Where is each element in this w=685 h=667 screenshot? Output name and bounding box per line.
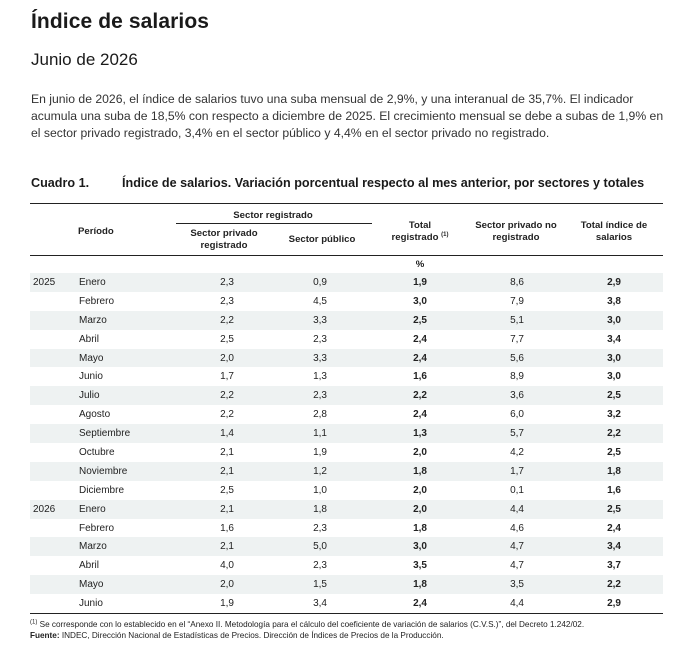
row-public: 1,2 xyxy=(313,465,327,477)
header-total-registered-label: Total registrado xyxy=(391,220,439,243)
table-row xyxy=(30,273,663,292)
row-total-registered: 1,9 xyxy=(413,277,427,288)
table-row xyxy=(30,500,663,519)
table-header-rule xyxy=(30,255,663,256)
row-month: Febrero xyxy=(79,295,115,307)
row-private-registered: 2,2 xyxy=(220,409,234,421)
row-private-registered: 1,7 xyxy=(220,371,234,383)
row-month: Octubre xyxy=(79,447,115,459)
table-row xyxy=(30,330,663,349)
row-public: 1,5 xyxy=(313,579,327,591)
row-total-index: 2,2 xyxy=(607,579,621,591)
table-row xyxy=(30,556,663,575)
row-public: 2,3 xyxy=(313,390,327,402)
table-row xyxy=(30,519,663,538)
table-bottom-rule xyxy=(30,613,663,614)
row-private-registered: 2,3 xyxy=(220,295,234,307)
row-total-index: 3,0 xyxy=(607,352,621,364)
table-row xyxy=(30,537,663,556)
row-public: 3,4 xyxy=(313,598,327,610)
page-subtitle: Junio de 2026 xyxy=(31,50,138,69)
row-total-registered: 1,8 xyxy=(413,522,427,534)
row-private-unregistered: 4,7 xyxy=(510,560,524,572)
row-total-index: 2,9 xyxy=(607,598,621,610)
table-row xyxy=(30,594,663,613)
row-month: Febrero xyxy=(79,522,115,534)
row-private-unregistered: 7,7 xyxy=(510,333,524,345)
row-total-index: 3,8 xyxy=(607,295,621,307)
header-total-registered-note: (1) xyxy=(441,231,449,238)
header-public: Sector público xyxy=(288,234,356,245)
row-public: 2,3 xyxy=(313,560,327,572)
row-month: Marzo xyxy=(79,314,107,326)
row-public: 3,3 xyxy=(313,352,327,364)
row-total-registered: 3,0 xyxy=(413,541,427,553)
header-sector-registrado: Sector registrado xyxy=(233,210,313,221)
table-row xyxy=(30,311,663,330)
table-row xyxy=(30,292,663,311)
table-row xyxy=(30,481,663,500)
source-text: INDEC, Dirección Nacional de Estadísticas de Precios. Dirección de Índices de Precios de la Producción. xyxy=(59,631,444,640)
table-row xyxy=(30,424,663,443)
row-private-registered: 2,0 xyxy=(220,579,234,591)
row-private-registered: 1,9 xyxy=(220,598,234,610)
row-total-index: 3,0 xyxy=(607,371,621,383)
row-public: 1,1 xyxy=(313,428,327,440)
row-month: Abril xyxy=(79,560,100,572)
row-total-registered: 2,2 xyxy=(413,390,427,402)
row-public: 5,0 xyxy=(313,541,327,553)
row-private-registered: 2,0 xyxy=(220,352,234,364)
footnote-mark: (1) xyxy=(30,619,38,626)
header-total-registered xyxy=(385,220,455,244)
row-private-registered: 1,6 xyxy=(220,522,234,534)
row-private-registered: 1,4 xyxy=(220,428,234,440)
row-private-unregistered: 5,1 xyxy=(510,314,524,326)
row-public: 2,3 xyxy=(313,333,327,345)
row-total-registered: 1,8 xyxy=(413,465,427,477)
row-private-unregistered: 4,4 xyxy=(510,598,524,610)
row-month: Marzo xyxy=(79,541,107,553)
header-group-rule xyxy=(176,223,372,224)
table-row xyxy=(30,349,663,368)
row-month: Agosto xyxy=(79,409,111,421)
row-month: Mayo xyxy=(79,352,104,364)
row-private-registered: 2,3 xyxy=(220,277,234,288)
source-label: Fuente: xyxy=(30,631,60,640)
row-private-registered: 2,5 xyxy=(220,484,234,496)
source-note xyxy=(30,630,670,641)
row-private-unregistered: 7,9 xyxy=(510,295,524,307)
row-year: 2025 xyxy=(33,277,56,288)
row-total-index: 2,9 xyxy=(607,277,621,288)
table-row xyxy=(30,386,663,405)
page-title: Índice de salarios xyxy=(31,10,210,33)
row-total-index: 2,5 xyxy=(607,447,621,459)
row-private-unregistered: 4,2 xyxy=(510,447,524,459)
row-private-registered: 2,1 xyxy=(220,541,234,553)
row-private-unregistered: 8,9 xyxy=(510,371,524,383)
row-total-index: 3,7 xyxy=(607,560,621,572)
row-public: 2,8 xyxy=(313,409,327,421)
row-total-registered: 3,0 xyxy=(413,295,427,307)
row-private-registered: 4,0 xyxy=(220,560,234,572)
row-month: Junio xyxy=(79,371,103,383)
row-private-registered: 2,2 xyxy=(220,314,234,326)
intro-paragraph: En junio de 2026, el índice de salarios tuvo una suba mensual de 2,9%, y una interanual de 35,7%. El indicador acumula una suba de 18,5% con respecto a diciembre de 2025. El crecimiento mensual se debe a subas de 1,9% en el sector privado registrado, 3,4% en el sector público y 4,4% en el sector privado no registrado. xyxy=(31,92,664,140)
table-row xyxy=(30,462,663,481)
table-row xyxy=(30,443,663,462)
row-public: 0,9 xyxy=(313,277,327,288)
row-month: Junio xyxy=(79,598,103,610)
row-month: Noviembre xyxy=(79,465,128,477)
row-private-unregistered: 3,5 xyxy=(510,579,524,591)
row-private-registered: 2,1 xyxy=(220,447,234,459)
row-public: 1,0 xyxy=(313,484,327,496)
row-total-index: 2,5 xyxy=(607,503,621,515)
header-private-registered: Sector privado registrado xyxy=(190,228,258,251)
row-private-unregistered: 3,6 xyxy=(510,390,524,402)
row-private-unregistered: 4,7 xyxy=(510,541,524,553)
row-private-unregistered: 1,7 xyxy=(510,465,524,477)
row-private-unregistered: 5,6 xyxy=(510,352,524,364)
row-total-index: 2,4 xyxy=(607,522,621,534)
row-private-registered: 2,5 xyxy=(220,333,234,345)
row-total-registered: 2,0 xyxy=(413,484,427,496)
table-row xyxy=(30,367,663,386)
header-total-index: Total índice de salarios xyxy=(580,220,648,243)
row-private-unregistered: 8,6 xyxy=(510,277,524,288)
row-month: Diciembre xyxy=(79,484,125,496)
table-body xyxy=(30,273,663,613)
row-private-registered: 2,1 xyxy=(220,465,234,477)
table-caption-number: Cuadro 1. xyxy=(31,176,90,190)
row-total-index: 3,0 xyxy=(607,314,621,326)
row-total-registered: 1,8 xyxy=(413,579,427,591)
row-total-index: 3,4 xyxy=(607,541,621,553)
row-private-unregistered: 5,7 xyxy=(510,428,524,440)
row-private-registered: 2,2 xyxy=(220,390,234,402)
row-month: Mayo xyxy=(79,579,104,591)
row-public: 3,3 xyxy=(313,314,327,326)
row-month: Septiembre xyxy=(79,428,131,440)
row-total-index: 3,4 xyxy=(607,333,621,345)
row-total-registered: 1,3 xyxy=(413,428,427,440)
row-private-unregistered: 0,1 xyxy=(510,484,524,496)
row-month: Enero xyxy=(79,277,106,288)
row-total-index: 2,5 xyxy=(607,390,621,402)
row-month: Julio xyxy=(79,390,100,402)
row-private-unregistered: 6,0 xyxy=(510,409,524,421)
row-total-registered: 2,4 xyxy=(413,352,427,364)
row-public: 4,5 xyxy=(313,295,327,307)
row-total-registered: 2,4 xyxy=(413,409,427,421)
table-row xyxy=(30,405,663,424)
table-caption-text: Índice de salarios. Variación porcentual respecto al mes anterior, por sectores y totales xyxy=(122,176,645,190)
row-month: Abril xyxy=(79,333,100,345)
row-total-registered: 3,5 xyxy=(413,560,427,572)
row-total-registered: 2,0 xyxy=(413,503,427,515)
row-private-registered: 2,1 xyxy=(220,503,234,515)
row-public: 1,9 xyxy=(313,447,327,459)
row-public: 2,3 xyxy=(313,522,327,534)
row-private-unregistered: 4,6 xyxy=(510,522,524,534)
row-public: 1,8 xyxy=(313,503,327,515)
row-private-unregistered: 4,4 xyxy=(510,503,524,515)
row-total-registered: 2,5 xyxy=(413,314,427,326)
footnote-text: Se corresponde con lo establecido en el “Anexo II. Metodología para el cálculo del coeficiente de variación de salarios (C.V.S.)”, del Decreto 1.242/02. xyxy=(37,620,585,629)
row-total-index: 1,6 xyxy=(607,484,621,496)
header-private-unregistered: Sector privado no registrado xyxy=(475,220,557,243)
footnote xyxy=(30,619,670,630)
row-total-registered: 1,6 xyxy=(413,371,427,383)
row-total-registered: 2,4 xyxy=(413,333,427,345)
table-row xyxy=(30,575,663,594)
unit-label: % xyxy=(415,259,425,270)
row-total-registered: 2,0 xyxy=(413,447,427,459)
table-caption xyxy=(31,176,671,190)
row-total-registered: 2,4 xyxy=(413,598,427,610)
table-top-rule xyxy=(30,203,663,204)
row-total-index: 3,2 xyxy=(607,409,621,421)
header-period: Período xyxy=(78,226,114,237)
row-year: 2026 xyxy=(33,503,56,515)
row-total-index: 1,8 xyxy=(607,465,621,477)
row-public: 1,3 xyxy=(313,371,327,383)
row-total-index: 2,2 xyxy=(607,428,621,440)
row-month: Enero xyxy=(79,503,106,515)
